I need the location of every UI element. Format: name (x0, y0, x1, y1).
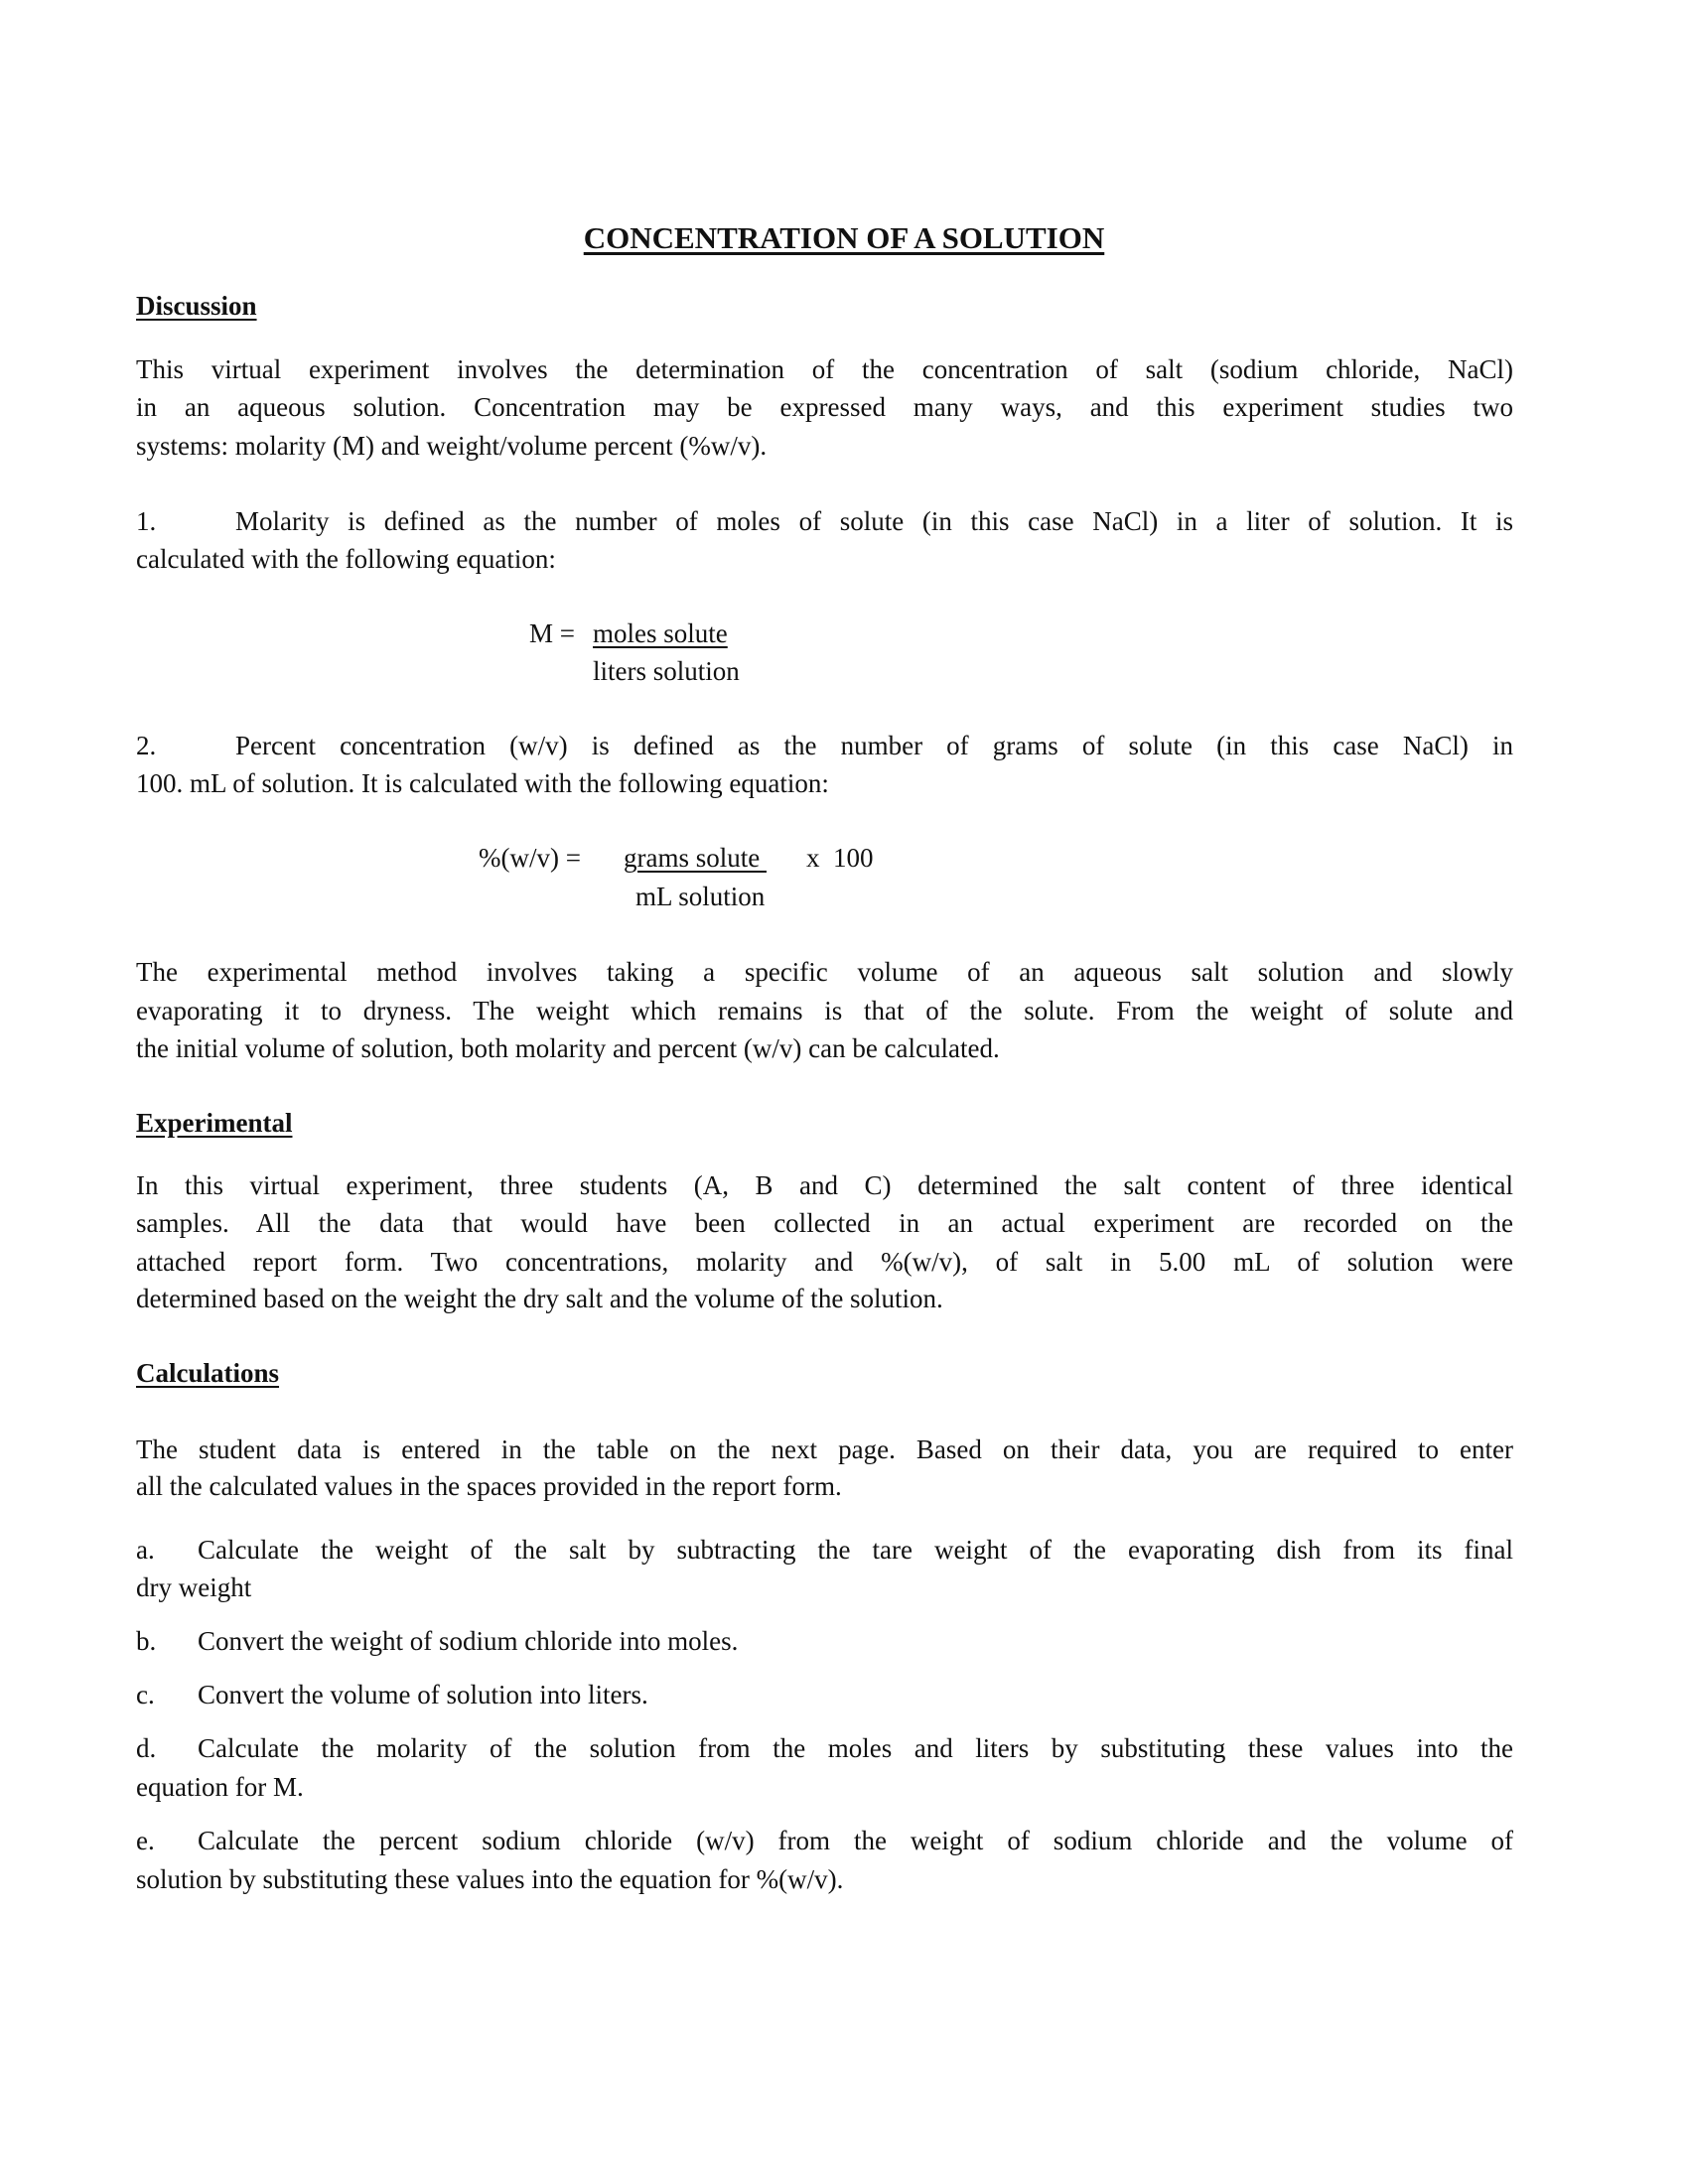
step-label: c. (136, 1680, 155, 1709)
item-1-line: calculated with the following equation: (136, 544, 556, 574)
paragraph-line: This virtual experiment involves the determination of the concentration of salt (sodium chloride, NaCl) (136, 354, 1513, 384)
step-text: Calculate the percent sodium chloride (w/v) from the weight of sodium chloride and the volume of (198, 1826, 1513, 1855)
equation-molarity-denominator: liters solution (593, 656, 740, 686)
step-d (136, 1729, 1513, 1767)
paragraph-line: determined based on the weight the dry salt and the volume of the solution. (136, 1284, 943, 1313)
paragraph-line: all the calculated values in the spaces provided in the report form. (136, 1471, 842, 1501)
step-label: e. (136, 1826, 155, 1855)
step-label: b. (136, 1626, 157, 1656)
equation-percent-multiplier: x 100 (806, 843, 874, 873)
step-e (136, 1822, 1513, 1859)
step-a-continued: dry weight (136, 1572, 252, 1602)
item-label: 1. (136, 506, 157, 536)
item-1-line (136, 502, 1513, 540)
equation-molarity-lhs: M = (529, 618, 575, 648)
experimental-heading: Experimental (136, 1108, 293, 1138)
step-label: d. (136, 1733, 157, 1763)
paragraph-line: in an aqueous solution. Concentration may be expressed many ways, and this experiment studies two (136, 392, 1513, 422)
step-e-continued: solution by substituting these values into the equation for %(w/v). (136, 1864, 844, 1894)
paragraph-line: The experimental method involves taking a specific volume of an aqueous salt solution and slowly (136, 957, 1513, 987)
item-text: Percent concentration (w/v) is defined as the number of grams of solute (in this case NaCl) in (235, 731, 1513, 760)
step-text: Convert the weight of sodium chloride into moles. (198, 1626, 739, 1656)
page-title: CONCENTRATION OF A SOLUTION (583, 220, 1105, 255)
equation-percent-numerator: grams solute (624, 843, 767, 873)
paragraph-line: In this virtual experiment, three students (A, B and C) determined the salt content of three identical (136, 1170, 1513, 1200)
step-c (136, 1676, 1513, 1713)
step-text: Calculate the weight of the salt by subtracting the tare weight of the evaporating dish from its final (198, 1535, 1513, 1565)
step-text: Convert the volume of solution into liters. (198, 1680, 648, 1709)
paragraph-line: samples. All the data that would have been collected in an actual experiment are recorded on the (136, 1208, 1513, 1238)
item-label: 2. (136, 731, 157, 760)
step-label: a. (136, 1535, 155, 1565)
equation-percent-lhs: %(w/v) = (479, 843, 581, 873)
step-a (136, 1531, 1513, 1569)
calculations-heading: Calculations (136, 1358, 280, 1388)
paragraph-line: systems: molarity (M) and weight/volume percent (%w/v). (136, 431, 768, 461)
equation-percent-denominator: mL solution (635, 882, 766, 911)
item-2-line (136, 727, 1513, 764)
discussion-heading: Discussion (136, 291, 257, 321)
paragraph-line: evaporating it to dryness. The weight which remains is that of the solute. From the weight of solute and (136, 996, 1513, 1025)
equation-molarity-numerator: moles solute (593, 618, 728, 648)
paragraph-line: attached report form. Two concentrations, molarity and %(w/v), of salt in 5.00 mL of solution were (136, 1247, 1513, 1277)
step-b (136, 1622, 1513, 1660)
item-2-line: 100. mL of solution. It is calculated with the following equation: (136, 768, 829, 798)
item-text: Molarity is defined as the number of moles of solute (in this case NaCl) in a liter of solution. It is (235, 506, 1513, 536)
step-d-continued: equation for M. (136, 1772, 304, 1802)
paragraph-line: the initial volume of solution, both molarity and percent (w/v) can be calculated. (136, 1033, 1000, 1063)
step-text: Calculate the molarity of the solution from the moles and liters by substituting these values into the (198, 1733, 1513, 1763)
paragraph-line: The student data is entered in the table on the next page. Based on their data, you are required to enter (136, 1434, 1513, 1464)
